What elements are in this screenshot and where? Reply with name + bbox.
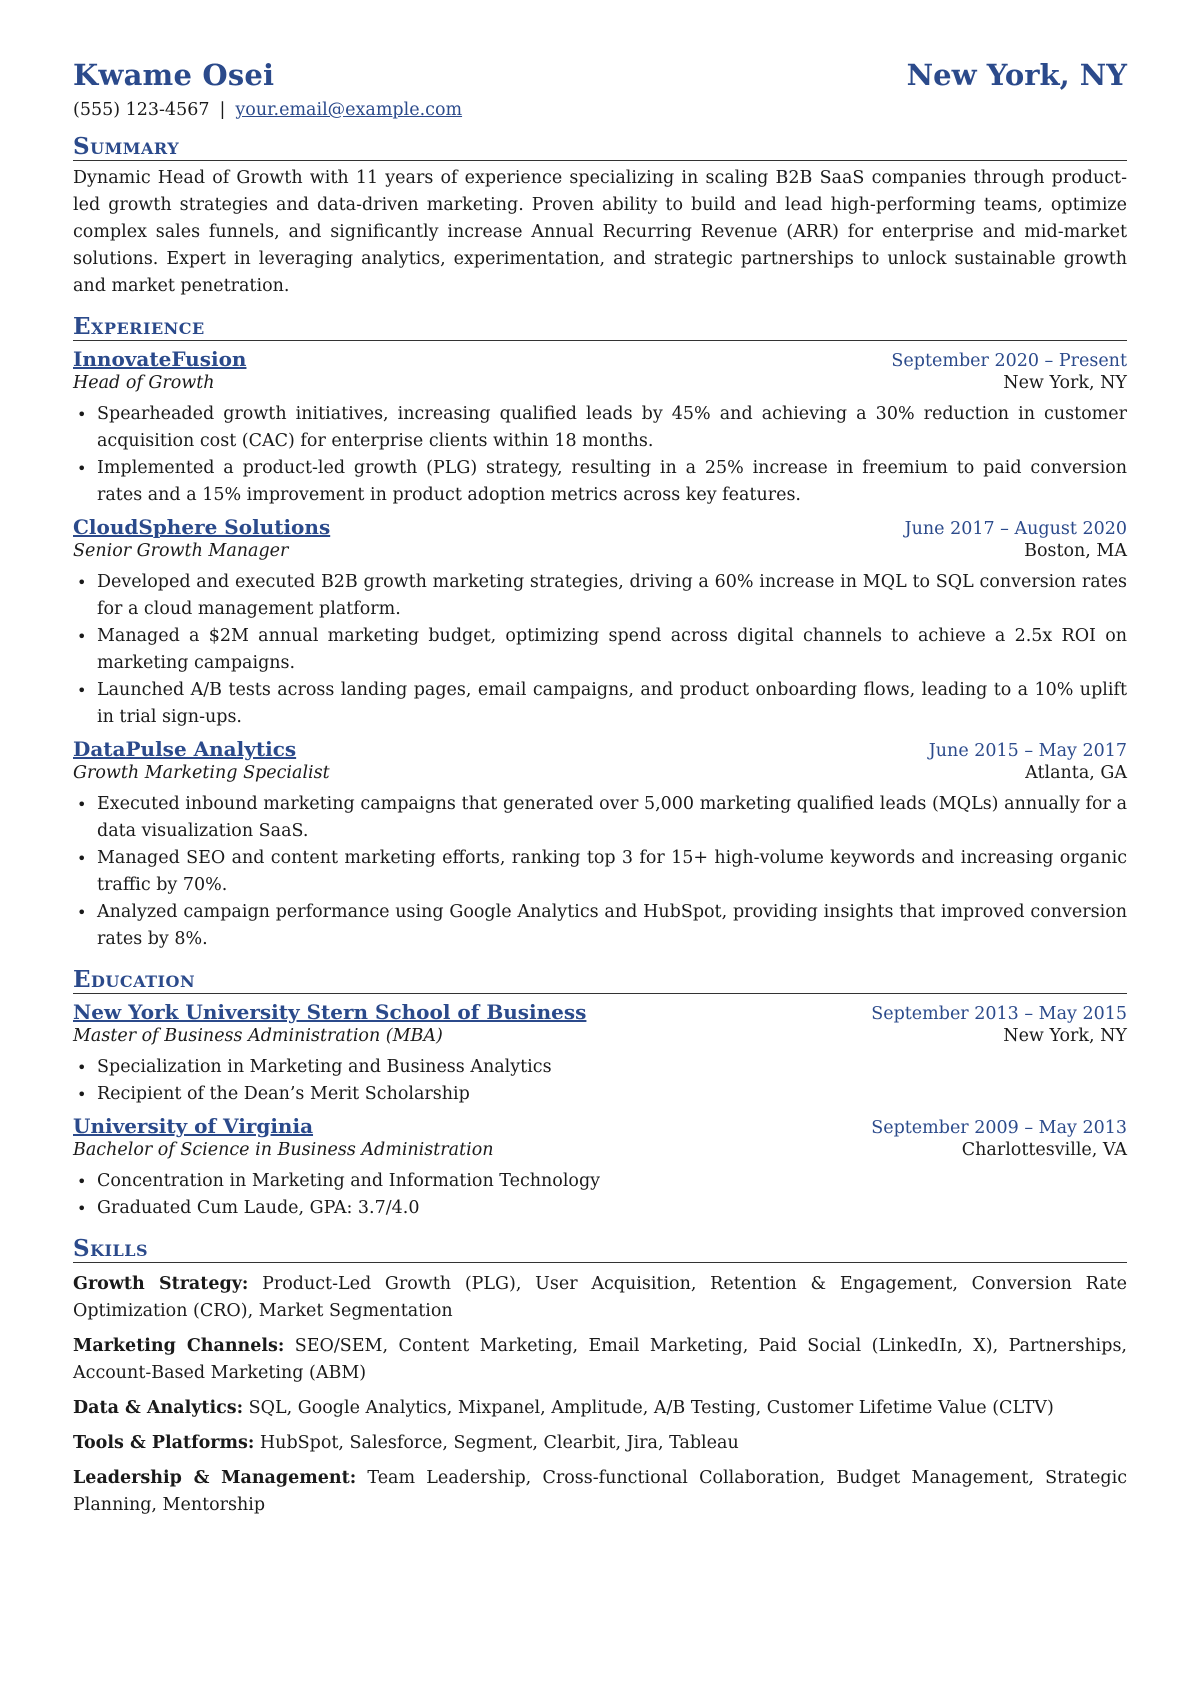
skill-text: SEO/SEM, Content Marketing, Email Marketing, Paid Social (LinkedIn, X), Partnerships, Account-Based Marketing (ABM) [73, 1336, 1127, 1383]
school-link[interactable]: New York University Stern School of Business [73, 1000, 587, 1024]
skill-label: Leadership & Management: [73, 1468, 357, 1488]
skill-label: Data & Analytics: [73, 1398, 244, 1418]
skill-row [73, 1271, 1127, 1325]
bullet-item: • Implemented a product-led growth (PLG) strategy, resulting in a 25% increase in freemium to paid conversion rates and a 15% improvement in product adoption metrics across key features. [97, 455, 1127, 509]
section-title-skills: Skills [73, 1236, 1127, 1263]
phone-number: (555) 123-4567 [73, 100, 210, 120]
entry-dates: June 2017 – August 2020 [904, 519, 1127, 539]
entry-location: Boston, MA [1024, 541, 1127, 561]
skill-row [73, 1465, 1127, 1519]
entry-dates: September 2009 – May 2013 [871, 1118, 1127, 1138]
job-title: Head of Growth [73, 373, 215, 393]
skill-label: Tools & Platforms: [73, 1433, 255, 1453]
job-title: Growth Marketing Specialist [73, 763, 330, 783]
skill-text: SQL, Google Analytics, Mixpanel, Amplitude, A/B Testing, Customer Lifetime Value (CLTV) [248, 1398, 1054, 1418]
summary-section [73, 134, 1127, 300]
degree: Bachelor of Science in Business Administration [73, 1140, 494, 1160]
experience-entry [73, 737, 1127, 953]
company-link[interactable]: CloudSphere Solutions [73, 515, 331, 539]
entry-dates: September 2013 – May 2015 [871, 1004, 1127, 1024]
skill-row [73, 1395, 1127, 1422]
skill-text: Product-Led Growth (PLG), User Acquisition, Retention & Engagement, Conversion Rate Optimization (CRO), Market Segmentation [73, 1274, 1127, 1321]
bullet-item: • Launched A/B tests across landing pages, email campaigns, and product onboarding flows, leading to a 10% uplift in trial sign-ups. [97, 677, 1127, 731]
school-link[interactable]: University of Virginia [73, 1114, 314, 1138]
section-title-summary: Summary [73, 134, 1127, 161]
bullet-list [73, 791, 1127, 953]
entry-location: Charlottesville, VA [961, 1140, 1127, 1160]
contact-line [73, 100, 1127, 120]
email-link[interactable]: your.email@example.com [235, 100, 463, 120]
skills-section [73, 1236, 1127, 1519]
company-link[interactable]: DataPulse Analytics [73, 737, 297, 761]
bullet-item: • Analyzed campaign performance using Google Analytics and HubSpot, providing insights that improved conversion rates by 8%. [97, 899, 1127, 953]
experience-entry [73, 515, 1127, 731]
entry-dates: September 2020 – Present [891, 351, 1127, 371]
bullet-item: • Executed inbound marketing campaigns that generated over 5,000 marketing qualified leads (MQLs) annually for a data visualization SaaS. [97, 791, 1127, 845]
education-entry [73, 1114, 1127, 1222]
bullet-item: • Specialization in Marketing and Business Analytics [97, 1054, 1127, 1081]
education-entry [73, 1000, 1127, 1108]
experience-section [73, 314, 1127, 953]
bullet-item: • Managed SEO and content marketing efforts, ranking top 3 for 15+ high-volume keywords and increasing organic traffic by 70%. [97, 845, 1127, 899]
bullet-item: • Concentration in Marketing and Information Technology [97, 1168, 1127, 1195]
candidate-name: Kwame Osei [73, 58, 275, 92]
summary-text: Dynamic Head of Growth with 11 years of experience specializing in scaling B2B SaaS companies through product-led growth strategies and data-driven marketing. Proven ability to build and lead high-performing teams, optimize complex sales funnels, and significantly increase Annual Recurring Revenue (ARR) for enterprise and mid-market solutions. Expert in leveraging analytics, experimentation, and strategic partnerships to unlock sustainable growth and market penetration. [73, 168, 1127, 296]
resume-page [73, 58, 1127, 1519]
bullet-item: • Managed a $2M annual marketing budget, optimizing spend across digital channels to achieve a 2.5x ROI on marketing campaigns. [97, 623, 1127, 677]
resume-header [73, 58, 1127, 92]
bullet-item: • Spearheaded growth initiatives, increasing qualified leads by 45% and achieving a 30% reduction in customer acquisition cost (CAC) for enterprise clients within 18 months. [97, 401, 1127, 455]
entry-location: New York, NY [1003, 1026, 1127, 1046]
bullet-list [73, 401, 1127, 509]
experience-entry [73, 347, 1127, 509]
bullet-list [73, 1054, 1127, 1108]
contact-separator: | [219, 100, 226, 120]
section-title-experience: Experience [73, 314, 1127, 341]
entry-location: Atlanta, GA [1025, 763, 1127, 783]
section-title-education: Education [73, 967, 1127, 994]
skill-row [73, 1333, 1127, 1387]
bullet-list [73, 1168, 1127, 1222]
skill-label: Growth Strategy: [73, 1274, 249, 1294]
skill-text: HubSpot, Salesforce, Segment, Clearbit, Jira, Tableau [259, 1433, 739, 1453]
job-title: Senior Growth Manager [73, 541, 289, 561]
bullet-item: • Developed and executed B2B growth marketing strategies, driving a 60% increase in MQL to SQL conversion rates for a cloud management platform. [97, 569, 1127, 623]
bullet-item: • Graduated Cum Laude, GPA: 3.7/4.0 [97, 1195, 1127, 1222]
degree: Master of Business Administration (MBA) [73, 1026, 443, 1046]
entry-location: New York, NY [1003, 373, 1127, 393]
candidate-location: New York, NY [906, 58, 1127, 92]
education-section [73, 967, 1127, 1222]
bullet-item: • Recipient of the Dean’s Merit Scholarship [97, 1081, 1127, 1108]
entry-dates: June 2015 – May 2017 [928, 741, 1127, 761]
skill-text: Team Leadership, Cross-functional Collaboration, Budget Management, Strategic Planning, Mentorship [73, 1468, 1127, 1515]
skill-row [73, 1430, 1127, 1457]
company-link[interactable]: InnovateFusion [73, 347, 247, 371]
bullet-list [73, 569, 1127, 731]
skill-label: Marketing Channels: [73, 1336, 285, 1356]
